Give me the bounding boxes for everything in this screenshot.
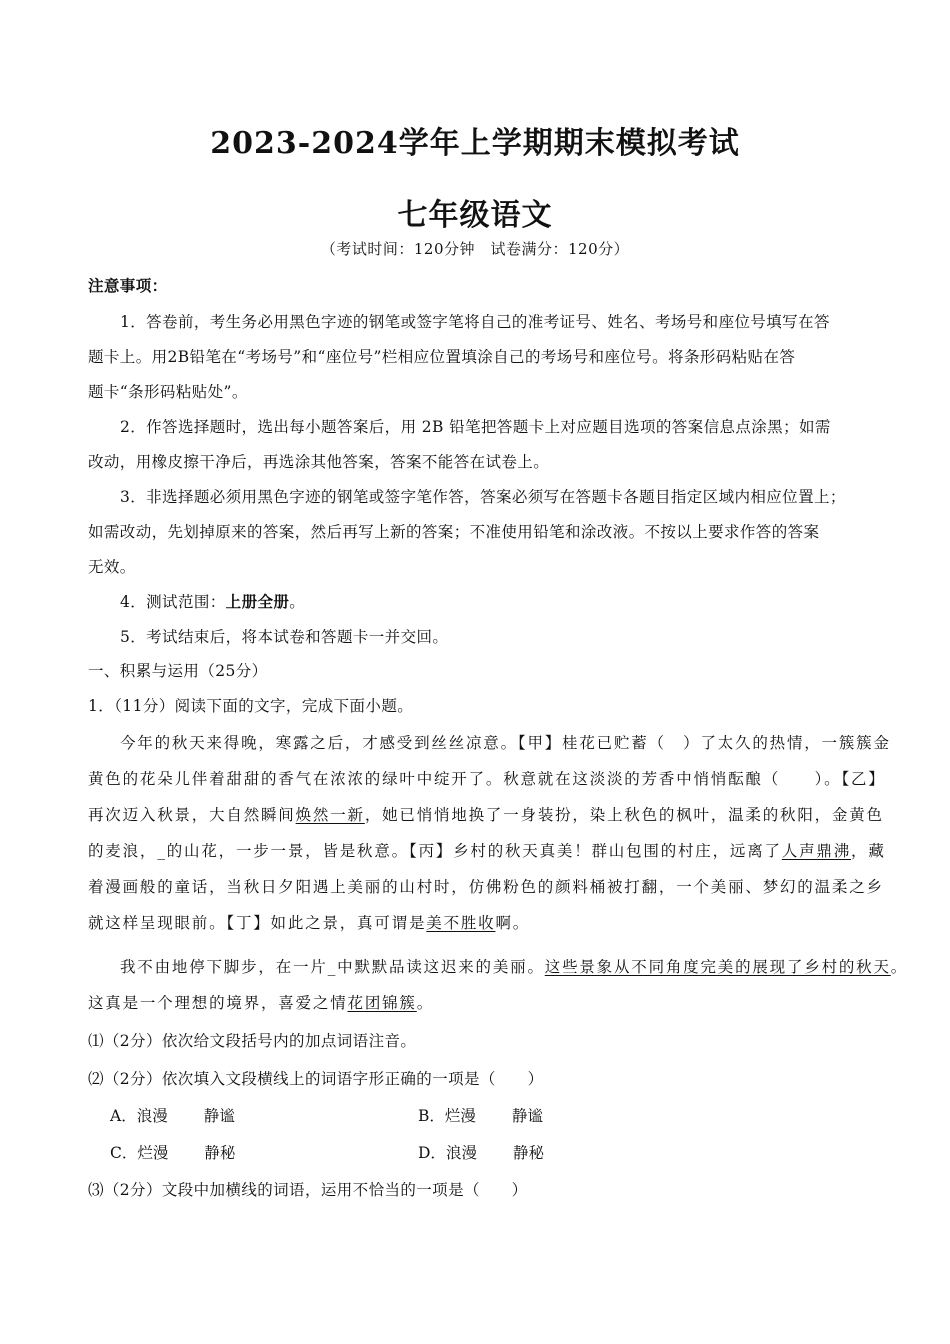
question-1-prompt: 1．（11分）阅读下面的文字，完成下面小题。 — [88, 697, 414, 715]
option-a[interactable] — [110, 1104, 235, 1126]
sub-question-2: ⑵（2分）依次填入文段横线上的词语字形正确的一项是（ ） — [88, 1070, 544, 1088]
option-label: C． — [110, 1144, 138, 1162]
underlined-phrase: 焕然一新 — [295, 806, 365, 824]
underlined-phrase: 美不胜收 — [426, 914, 496, 932]
notice-item-3-line-1: 3．非选择题必须用黑色字迹的钢笔或签字笔作答，答案必须写在答题卡各题目指定区域内相应位置上； — [120, 488, 846, 506]
notice-item-2-line-2: 改动，用橡皮擦干净后，再选涂其他答案，答案不能答在试卷上。 — [88, 453, 550, 471]
notice-item-4-prefix: 4．测试范围： — [120, 593, 226, 611]
notice-item-4-suffix: 。 — [289, 593, 306, 611]
option-word: 静谧 — [203, 1107, 235, 1125]
option-label: D． — [418, 1144, 446, 1162]
passage-text: 再次迈入秋景，大自然瞬间 — [88, 806, 296, 824]
exam-title: 2023-2024学年上学期期末模拟考试 — [210, 126, 740, 161]
option-word: 浪漫 — [136, 1107, 168, 1125]
underlined-phrase: 人声鼎沸 — [781, 842, 852, 860]
underlined-phrase: 花团锦簇 — [347, 994, 417, 1012]
option-word: 静谧 — [511, 1107, 543, 1125]
option-word: 静秘 — [204, 1144, 236, 1162]
passage-text: 。 — [890, 958, 909, 976]
notice-heading: 注意事项： — [88, 276, 168, 295]
passage-text: 的麦浪，_的山花，一步一景，皆是秋意。【丙】乡村的秋天真美！群山包围的村庄，远离了 — [88, 842, 782, 860]
notice-item-4 — [120, 590, 866, 612]
option-word: 烂漫 — [444, 1107, 476, 1125]
sub-question-3: ⑶（2分）文段中加横线的词语，运用不恰当的一项是（ ） — [88, 1181, 528, 1199]
option-word: 静秘 — [512, 1144, 544, 1162]
passage-text: 就这样呈现眼前。【丁】如此之景，真可谓是 — [88, 914, 427, 932]
notice-item-1-line-1: 1．答卷前，考生务必用黑色字迹的钢笔或签字笔将自己的准考证号、姓名、考场号和座位号填写在答 — [120, 313, 830, 331]
option-word: 烂漫 — [137, 1144, 169, 1162]
subject-title: 七年级语文 — [397, 198, 553, 233]
sub-question-1: ⑴（2分）依次给文段括号内的加点词语注音。 — [88, 1032, 417, 1050]
passage-line-4 — [88, 839, 886, 861]
passage-line-7 — [120, 955, 909, 977]
passage-text: ，藏 — [851, 842, 886, 860]
notice-item-2-line-1: 2．作答选择题时，选出每小题答案后，用 2B 铅笔把答题卡上对应题目选项的答案信息点涂黑；如需 — [120, 418, 831, 436]
notice-item-1-line-3: 题卡“条形码粘贴处”。 — [88, 383, 248, 401]
option-word: 浪漫 — [445, 1144, 477, 1162]
passage-text: 我不由地停下脚步，在一片_中默默品读这迟来的美丽。 — [120, 958, 545, 976]
option-label: B． — [418, 1107, 445, 1125]
underlined-phrase: 这些景象从不同角度完美的展现了乡村的秋天 — [544, 958, 891, 976]
passage-line-3 — [88, 803, 884, 825]
passage-text: 这真是一个理想的境界，喜爱之情 — [88, 994, 348, 1012]
option-d[interactable] — [418, 1141, 544, 1163]
passage-text: ，她已悄悄地换了一身装扮，染上秋色的枫叶，温柔的秋阳，金黄色 — [364, 806, 884, 824]
passage-line-5: 着漫画般的童话，当秋日夕阳遇上美丽的山村时，仿佛粉色的颜料桶被打翻，一个美丽、梦幻的温柔之乡 — [88, 878, 884, 896]
notice-item-1-line-2: 题卡上。用2B铅笔在“考场号”和“座位号”栏相应位置填涂自己的考场号和座位号。将条形码粘贴在答 — [88, 348, 796, 366]
passage-line-1: 今年的秋天来得晚，寒露之后，才感受到丝丝凉意。【甲】桂花已贮蓄（ ）了太久的热情，一簇簇金 — [120, 734, 891, 752]
option-c[interactable] — [110, 1141, 235, 1163]
passage-line-8 — [88, 991, 866, 1013]
option-label: A． — [110, 1107, 137, 1125]
notice-item-5: 5．考试结束后，将本试卷和答题卡一并交回。 — [120, 628, 449, 646]
passage-text: 啊。 — [495, 914, 531, 932]
option-b[interactable] — [418, 1104, 543, 1126]
passage-line-6 — [88, 911, 866, 933]
passage-text: 。 — [416, 994, 435, 1012]
notice-item-3-line-3: 无效。 — [88, 558, 136, 576]
notice-item-3-line-2: 如需改动，先划掉原来的答案，然后再写上新的答案；不准使用铅笔和涂改液。不按以上要求作答的答案 — [88, 523, 820, 541]
section-1-heading: 一、积累与运用（25分） — [88, 662, 268, 680]
passage-line-2: 黄色的花朵儿伴着甜甜的香气在浓浓的绿叶中绽开了。秋意就在这淡淡的芳香中悄悄酝酿（ ）。【乙】 — [88, 770, 886, 788]
notice-item-4-scope: 上册全册 — [225, 592, 290, 611]
exam-info: （考试时间：120分钟 试卷满分：120分） — [320, 240, 630, 258]
